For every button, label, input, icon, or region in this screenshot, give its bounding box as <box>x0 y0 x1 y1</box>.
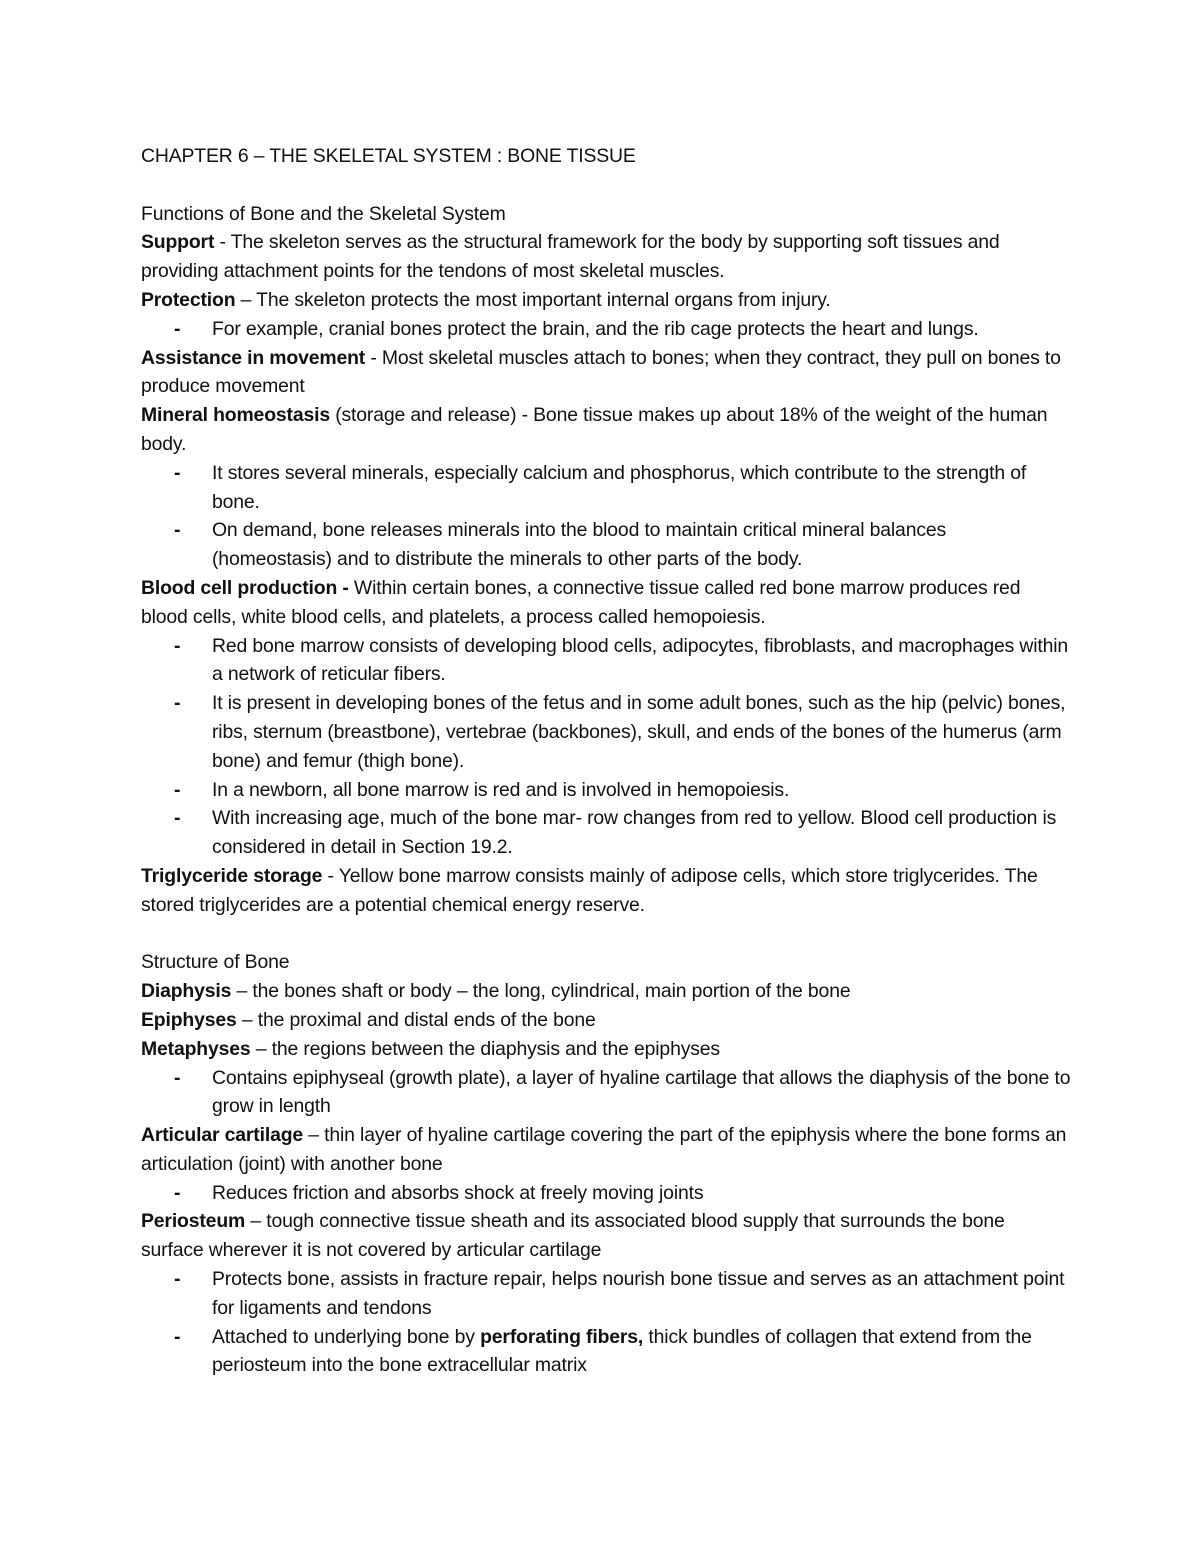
paragraph-movement <box>141 344 1071 402</box>
text-support: - The skeleton serves as the structural framework for the body by supporting soft tissues and providing attachment points for the tendons of most skeletal muscles. <box>141 231 1000 283</box>
section-heading-functions: Functions of Bone and the Skeletal System <box>141 202 506 225</box>
term-periosteum: Periosteum <box>141 1210 246 1233</box>
term-epiphyses: Epiphyses <box>141 1008 237 1031</box>
bullet-text: Reduces friction and absorbs shock at freely moving joints <box>212 1181 704 1204</box>
term-blood: Blood cell production - <box>141 576 349 599</box>
bullet-text-before: Attached to underlying bone by <box>212 1325 481 1348</box>
text-epiphyses: – the proximal and distal ends of the bone <box>236 1008 596 1031</box>
bullet-dash: - <box>174 1181 181 1204</box>
paragraph-epiphyses <box>141 1006 1071 1035</box>
text-diaphysis: – the bones shaft or body – the long, cylindrical, main portion of the bone <box>231 980 851 1003</box>
chapter-title: CHAPTER 6 – THE SKELETAL SYSTEM : BONE TISSUE <box>141 145 636 167</box>
bullet-dash: - <box>174 317 181 340</box>
term-articular: Articular cartilage <box>141 1124 304 1147</box>
bullet-item <box>141 459 1071 517</box>
paragraph-blood <box>141 574 1071 632</box>
bullet-text: It stores several minerals, especially calcium and phosphorus, which contribute to the strength of bone. <box>212 461 1027 513</box>
bullet-dash: - <box>174 519 181 542</box>
text-mineral: (storage and release) - Bone tissue makes up about 18% of the weight of the human body. <box>141 404 1048 455</box>
bullet-dash: - <box>174 778 181 801</box>
text-triglyceride: - Yellow bone marrow consists mainly of adipose cells, which store triglycerides. The stored triglycerides are a potential chemical energy reserve. <box>141 864 1038 916</box>
bullet-item <box>141 315 1071 344</box>
term-diaphysis: Diaphysis <box>141 980 232 1003</box>
text-blood: Within certain bones, a connective tissue called red bone marrow produces red blood cells, white blood cells, and platelets, a process called hemopoiesis. <box>141 576 1021 628</box>
document-page <box>141 142 1071 1380</box>
paragraph-protection <box>141 286 1071 315</box>
paragraph-diaphysis <box>141 977 1071 1006</box>
text-articular: – thin layer of hyaline cartilage covering the part of the epiphysis where the bone forms an articulation (joint) with another bone <box>141 1124 1067 1175</box>
paragraph-mineral <box>141 401 1071 459</box>
text-movement: - Most skeletal muscles attach to bones; when they contract, they pull on bones to produce movement <box>141 346 1061 398</box>
paragraph-support <box>141 228 1071 286</box>
paragraph-periosteum <box>141 1207 1071 1265</box>
bullet-dash: - <box>174 807 181 830</box>
text-metaphyses: – the regions between the diaphysis and the epiphyses <box>250 1037 720 1060</box>
bullet-item <box>141 1265 1071 1323</box>
bullet-dash: - <box>174 1268 181 1291</box>
bullet-text: With increasing age, much of the bone mar- row changes from red to yellow. Blood cell production is considered in detail in Section 19.2. <box>212 807 1057 859</box>
bullet-text: Contains epiphyseal (growth plate), a layer of hyaline cartilage that allows the diaphysis of the bone to grow in length <box>212 1066 1071 1118</box>
bullet-text: On demand, bone releases minerals into the blood to maintain critical mineral balances (homeostasis) and to distribute the minerals to other parts of the body. <box>212 519 947 571</box>
bullet-item <box>141 632 1071 690</box>
bullet-item <box>141 804 1071 862</box>
bullet-text-bold: perforating fibers, <box>480 1325 644 1348</box>
bullet-text: In a newborn, all bone marrow is red and is involved in hemopoiesis. <box>212 778 790 801</box>
paragraph-articular <box>141 1121 1071 1179</box>
bullet-item <box>141 516 1071 574</box>
bullet-item <box>141 1323 1071 1381</box>
term-metaphyses: Metaphyses <box>141 1037 251 1060</box>
bullet-item <box>141 689 1071 775</box>
paragraph-metaphyses <box>141 1035 1071 1064</box>
bullet-item <box>141 1179 1071 1208</box>
bullet-text: Protects bone, assists in fracture repair, helps nourish bone tissue and serves as an attachment point for ligaments and tendons <box>212 1268 1065 1319</box>
term-support: Support <box>141 231 215 254</box>
term-protection: Protection <box>141 288 236 311</box>
bullet-dash: - <box>174 1325 181 1348</box>
bullet-item <box>141 776 1071 805</box>
term-movement: Assistance in movement <box>141 346 366 369</box>
section-heading-structure: Structure of Bone <box>141 951 290 974</box>
bullet-item <box>141 1064 1071 1122</box>
term-triglyceride: Triglyceride storage <box>141 864 323 887</box>
bullet-text-after: thick bundles of collagen that extend from the periosteum into the bone extracellular matrix <box>212 1325 1032 1377</box>
bullet-dash: - <box>174 461 181 484</box>
spacer <box>141 171 1071 200</box>
bullet-text: It is present in developing bones of the fetus and in some adult bones, such as the hip (pelvic) bones, ribs, sternum (breastbone), vertebrae (backbones), skull, and ends of the bones of the humerus (arm bone) and femur (thigh bone). <box>212 692 1066 772</box>
spacer <box>141 920 1071 949</box>
bullet-dash: - <box>174 634 181 657</box>
bullet-text: Red bone marrow consists of developing blood cells, adipocytes, fibroblasts, and macrophages within a network of reticular fibers. <box>212 634 1069 686</box>
text-periosteum: – tough connective tissue sheath and its associated blood supply that surrounds the bone surface wherever it is not covered by articular cartilage <box>141 1210 1005 1262</box>
term-mineral: Mineral homeostasis <box>141 404 330 427</box>
bullet-dash: - <box>174 692 181 715</box>
bullet-dash: - <box>174 1066 181 1089</box>
bullet-text: For example, cranial bones protect the brain, and the rib cage protects the heart and lungs. <box>212 317 979 340</box>
text-protection: – The skeleton protects the most important internal organs from injury. <box>235 288 831 311</box>
paragraph-triglyceride <box>141 862 1071 920</box>
